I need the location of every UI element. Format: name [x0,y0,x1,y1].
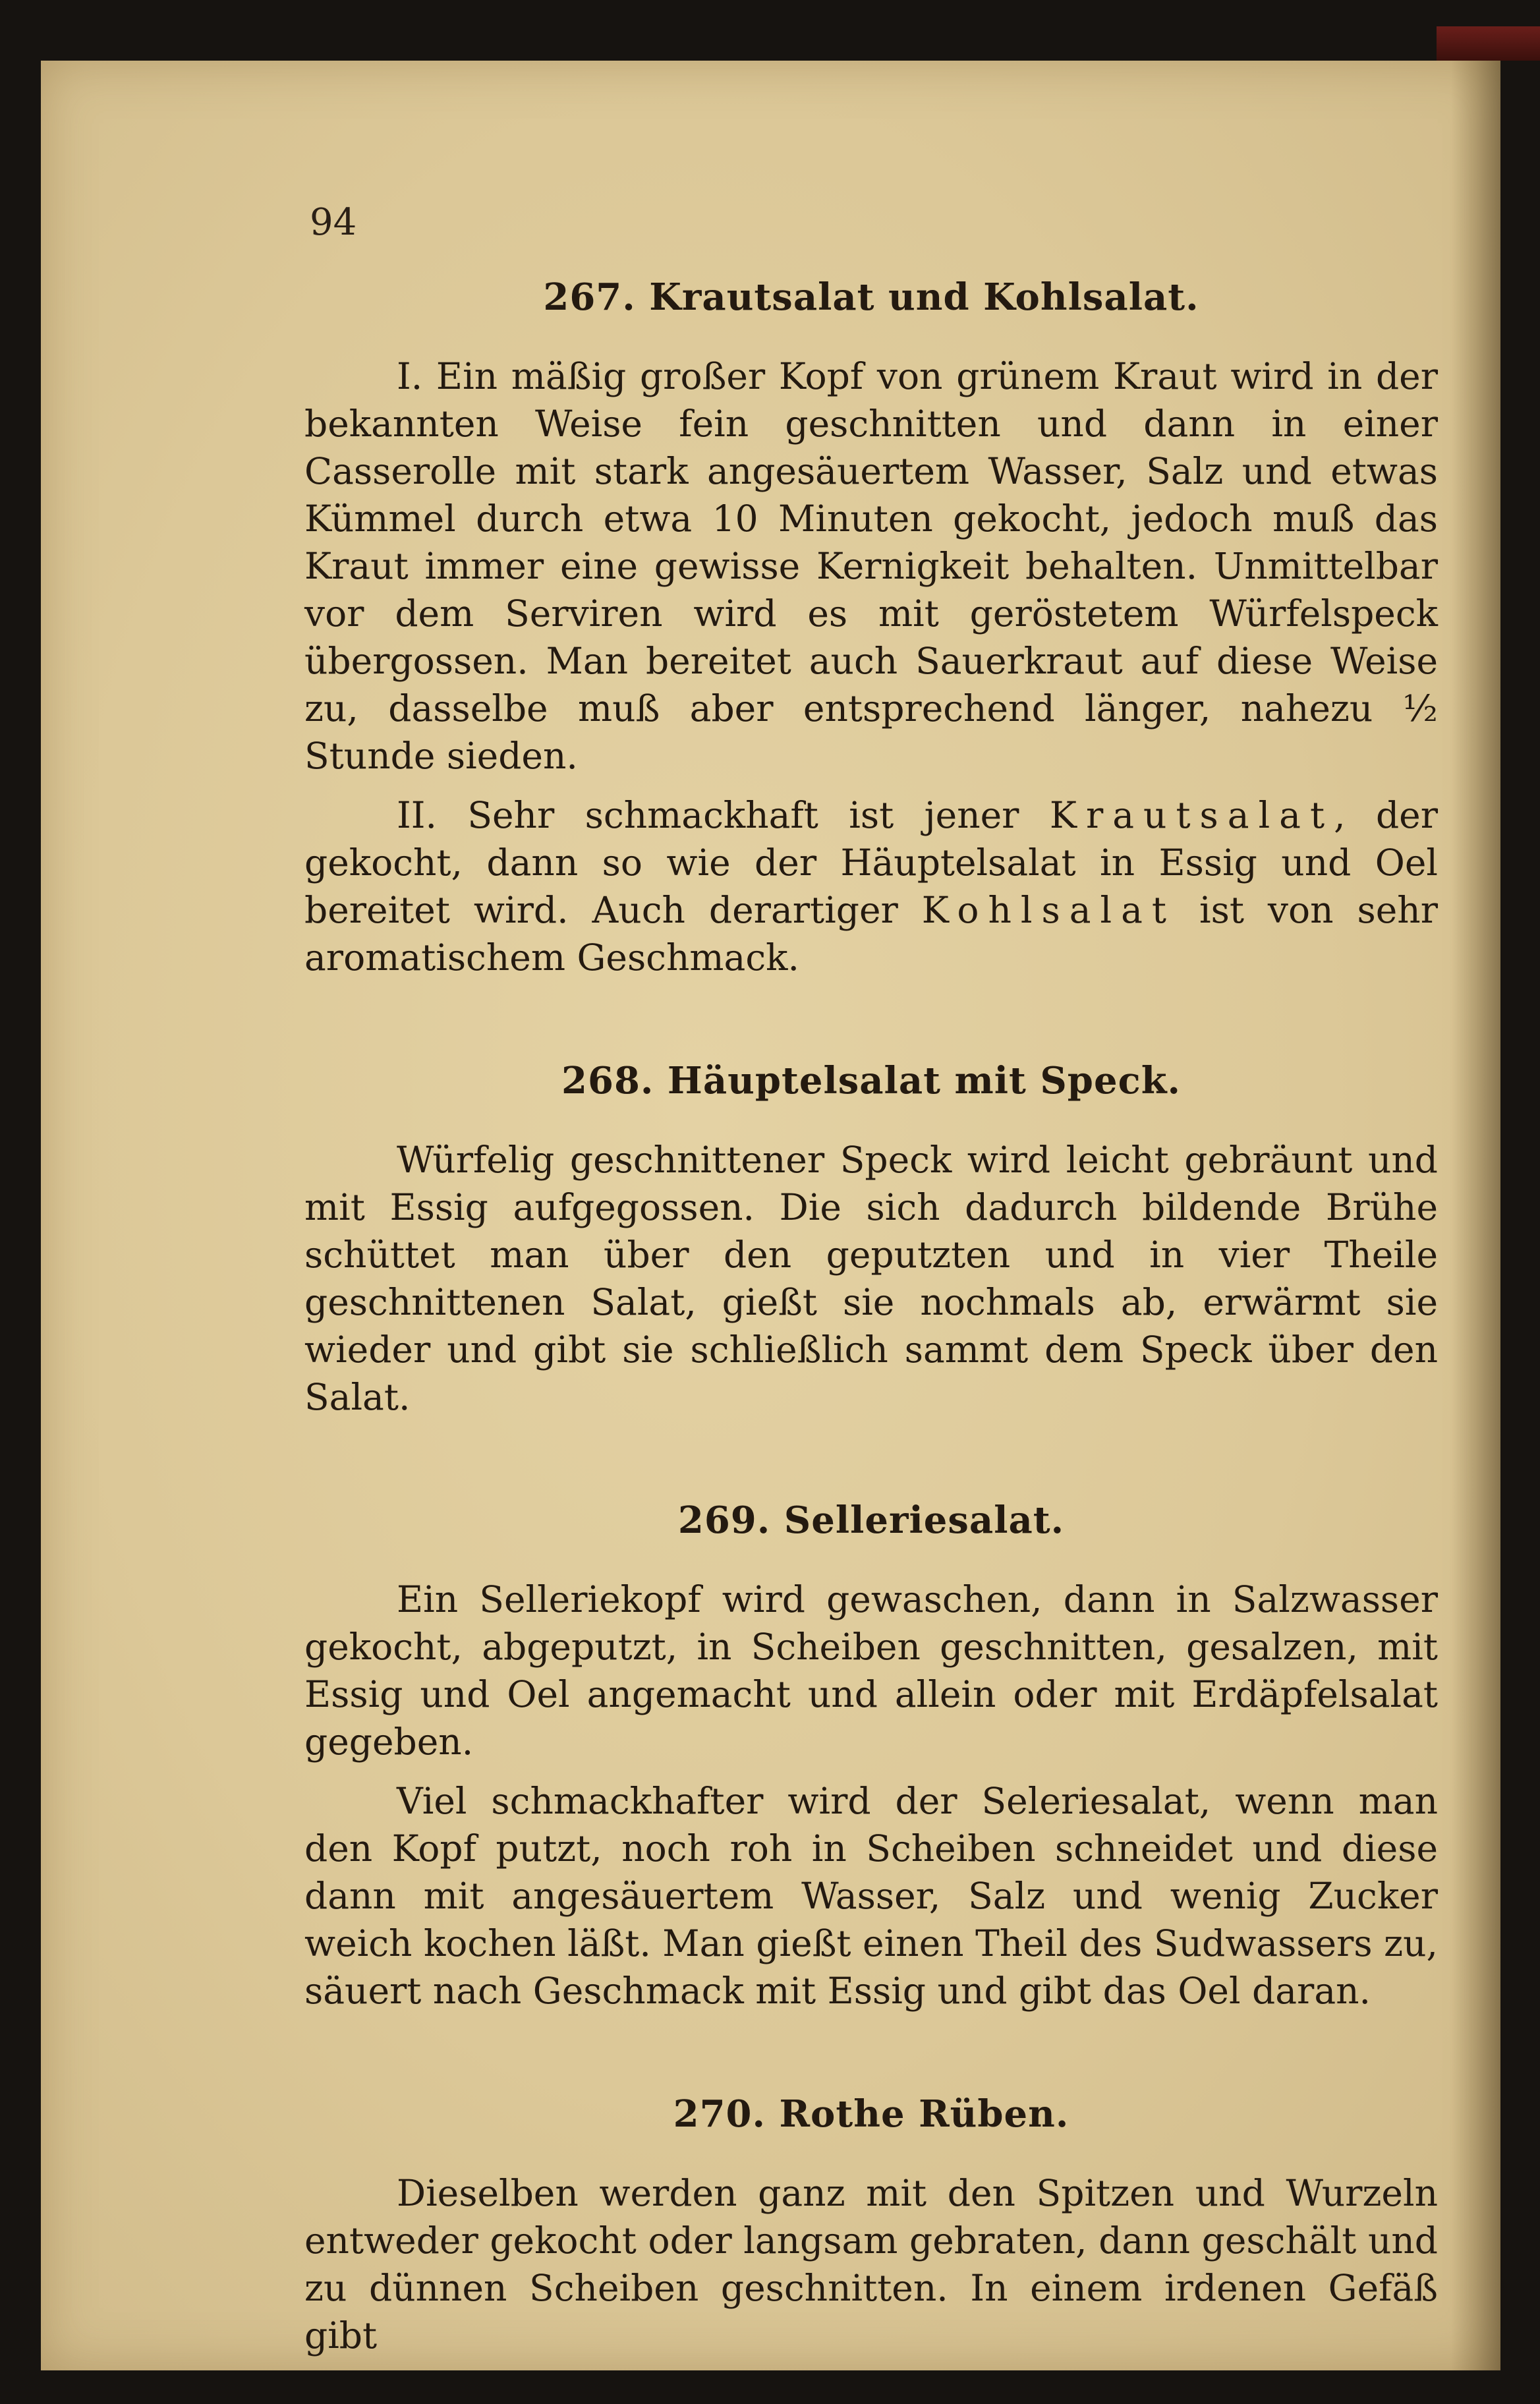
text-run: ist von sehr aromatischem Geschmack. [304,889,1438,979]
bookmark-ribbon [1437,26,1540,61]
recipe-paragraph [304,791,1438,981]
recipe-paragraph: Viel schmackhafter wird der Seleriesalat, wenn man den Kopf putzt, noch roh in Scheiben schneidet und diese dann mit angesäuertem Wasser, Salz und wenig Zucker weich kochen läßt. Man gießt einen Theil des Sudwassers zu, säuert nach Geschmack mit Essig und gibt das Oel daran. [304,1780,1438,2012]
text-run: II. Sehr schmackhaft ist jener [397,794,1050,836]
recipe-paragraph: I. Ein mäßig großer Kopf von grünem Kraut wird in der bekannten Weise fein geschnitten und dann in einer Casserolle mit stark angesäuertem Wasser, Salz und etwas Kümmel durch etwa 10 Minuten gekocht, jedoch muß das Kraut immer eine gewisse Kernigkeit behalten. Unmittelbar vor dem Serviren wird es mit geröstetem Würfelspeck übergossen. Man bereitet auch Sauerkraut auf diese Weise zu, dasselbe muß aber entsprechend länger, nahezu ½ Stunde sieden. [304,355,1438,777]
recipe-title: 268. Häuptelsalat mit Speck. [561,1059,1181,1102]
emphasized-term: Kohlsalat [921,889,1176,931]
page-content [304,273,1438,2371]
recipe-paragraph: Ein Selleriekopf wird gewaschen, dann in Salzwasser gekocht, abgeputzt, in Scheiben geschnitten, gesalzen, mit Essig und Oel angemacht und allein oder mit Erdäpfelsalat gegeben. [304,1578,1438,1763]
text-run: , der gekocht, dann so wie der Häuptelsalat in Essig und Oel bereitet wird. Auch derartiger [304,794,1438,931]
page-number: 94 [310,201,357,244]
recipe-paragraph: Würfelig geschnittener Speck wird leicht gebräunt und mit Essig aufgegossen. Die sich dadurch bildende Brühe schüttet man über den geputzten und in vier Theile geschnittenen Salat, gießt sie nochmals ab, erwärmt sie wieder und gibt sie schließlich sammt dem Speck über den Salat. [304,1139,1438,1418]
emphasized-term: Krautsalat [1049,794,1334,836]
recipe-title: 269. Selleriesalat. [677,1499,1065,1542]
recipe-270 [304,2090,1438,2359]
recipe-267 [304,273,1438,981]
recipe-268 [304,1057,1438,1421]
recipe-title: 267. Krautsalat und Kohlsalat. [543,275,1199,319]
recipe-paragraph: Dieselben werden ganz mit den Spitzen und Wurzeln entweder gekocht oder langsam gebraten, dann geschält und zu dünnen Scheiben geschnitten. In einem irdenen Gefäß gibt [304,2172,1438,2357]
recipe-269 [304,1497,1438,2015]
page-gutter-shadow [1451,61,1500,2370]
recipe-title: 270. Rothe Rüben. [673,2092,1069,2136]
